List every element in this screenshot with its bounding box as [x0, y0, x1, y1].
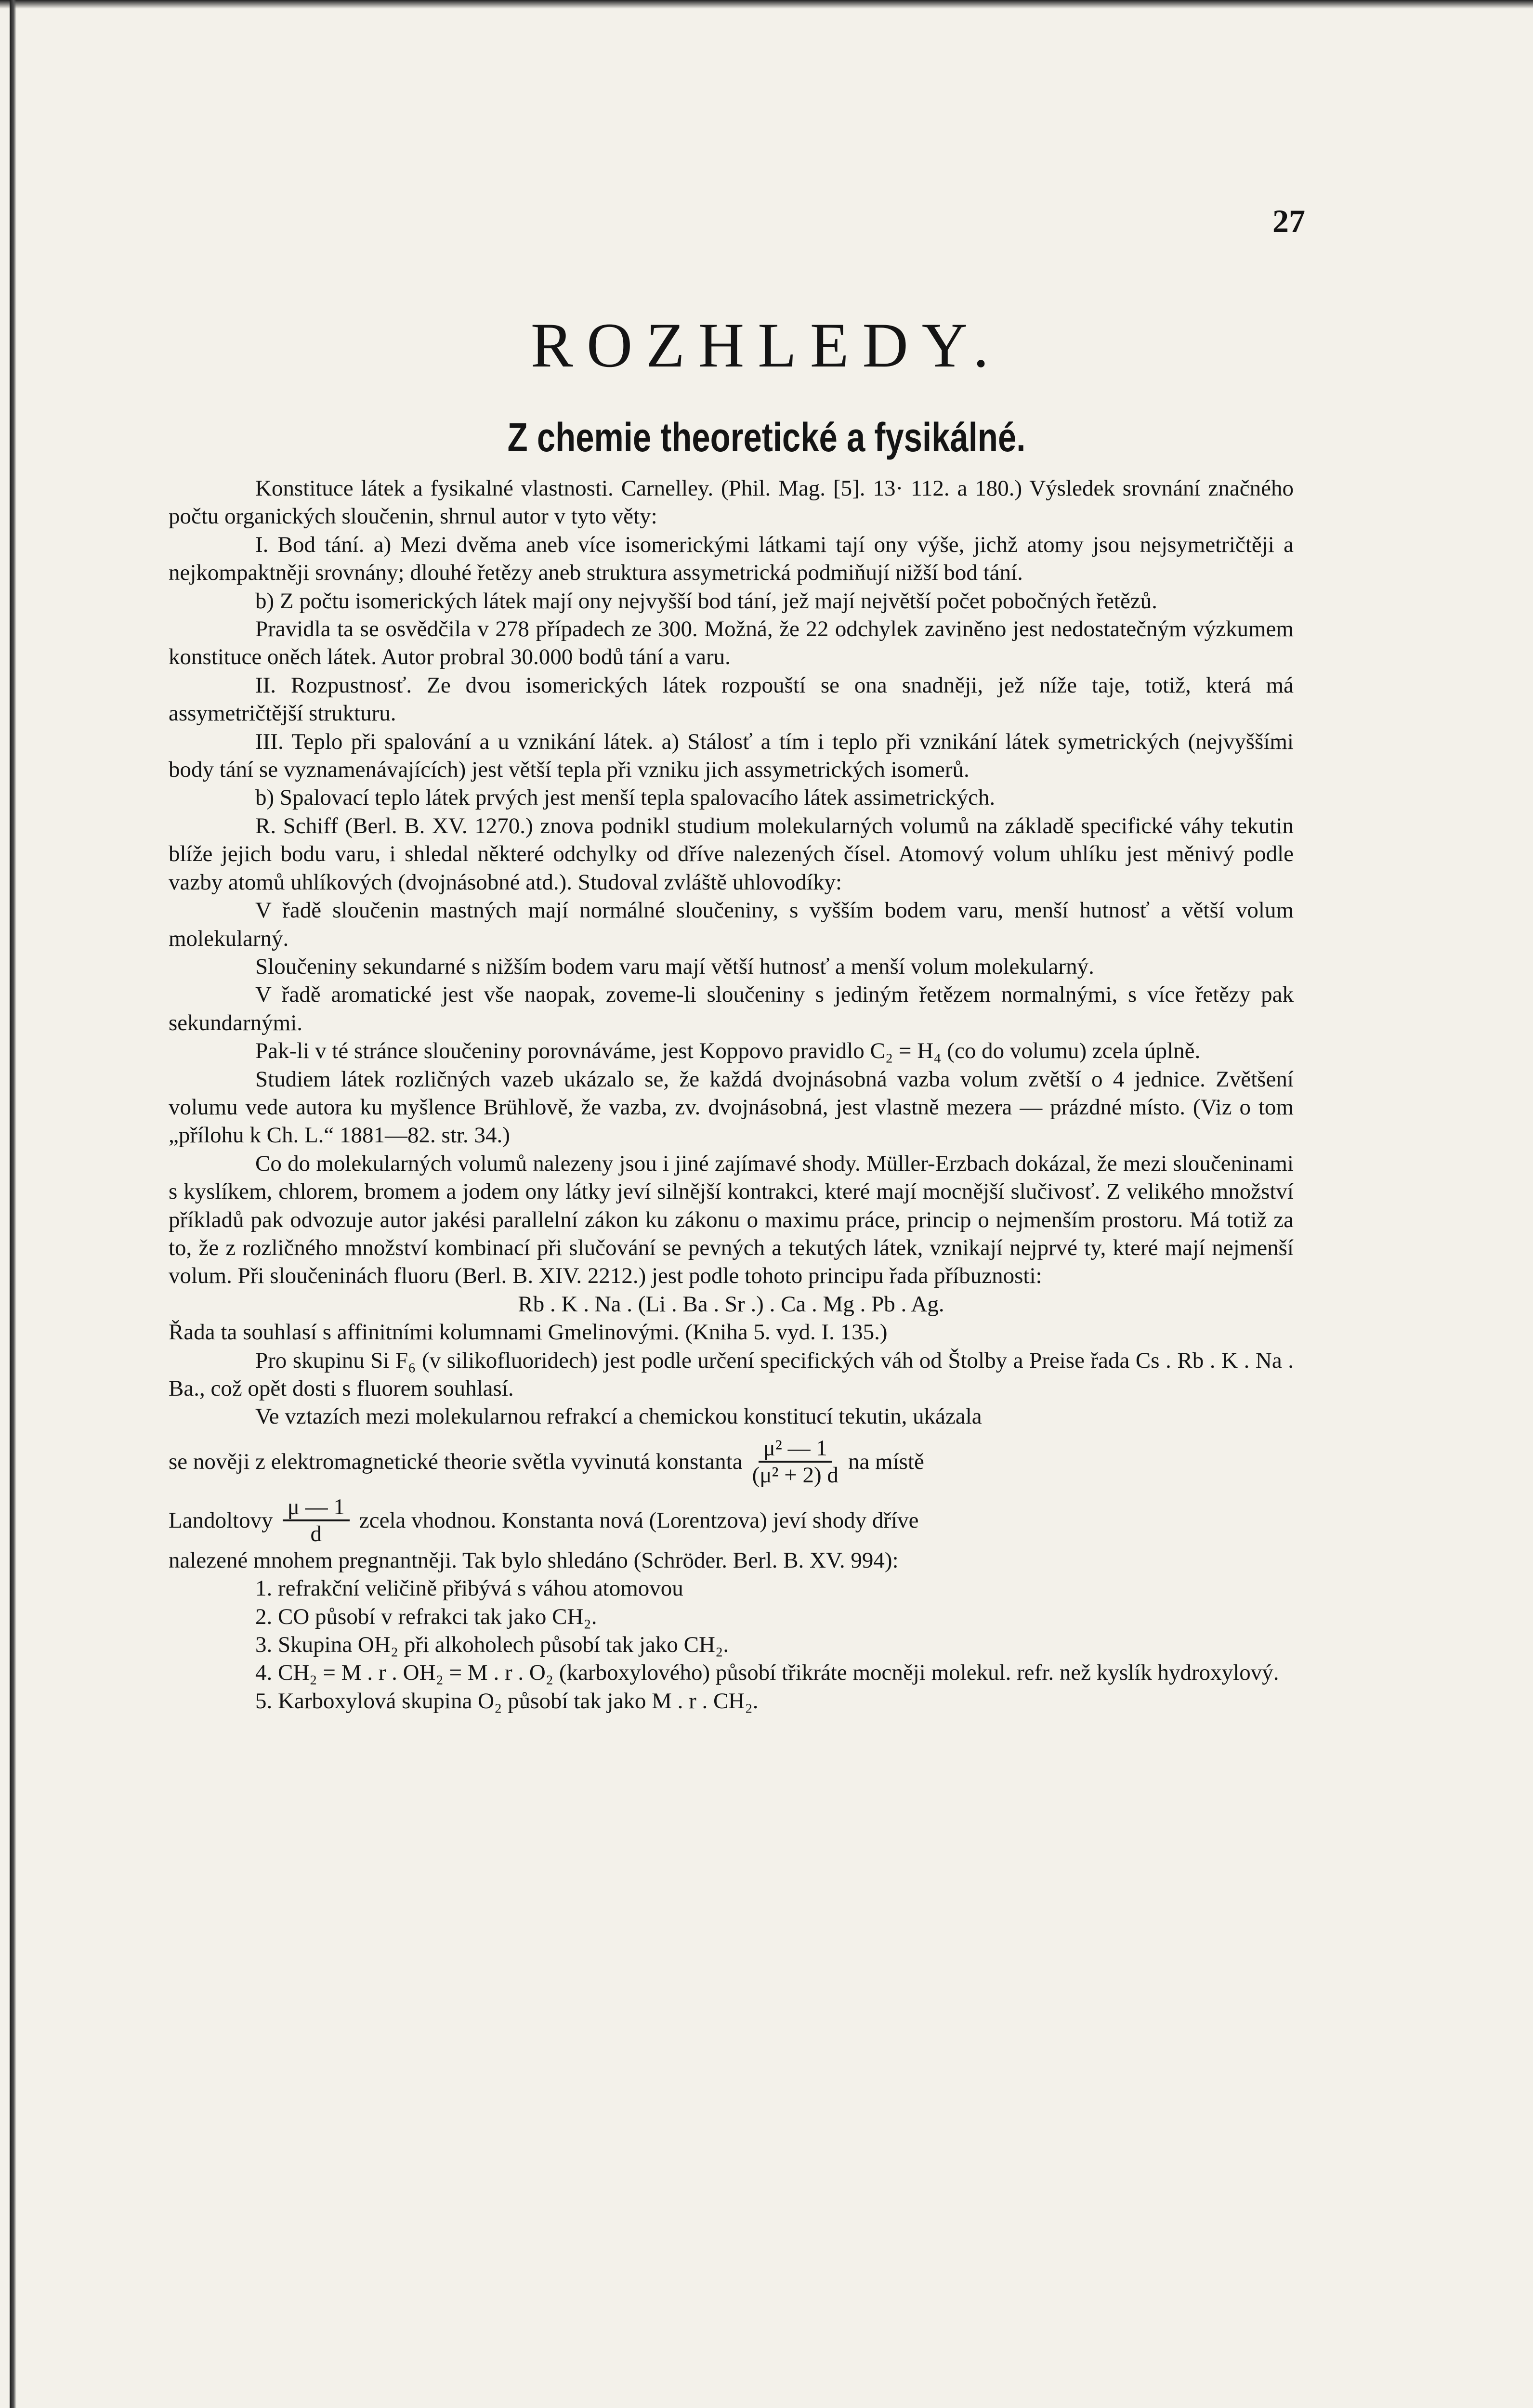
paragraph: Ve vztazích mezi molekularnou refrakcí a chemickou konstitucí tekutin, ukázala: [255, 1404, 982, 1429]
page-top-edge: [0, 0, 1533, 9]
paragraph: Studiem látek rozličných vazeb ukázalo se, že každá dvojnásobná vazba volum zvětší o 4 jednice. Zvětšení volumu vede autora ku myšlence Brühlově, že vazba, zv. dvojnásobná, jest vlastně mezera — prázdné místo. (Viz o tom „přílohu k Ch. L.“ 1881—82. str. 34.): [169, 1066, 1294, 1148]
fraction-denominator: (μ² + 2) d: [752, 1462, 839, 1488]
landolt-fraction: [283, 1494, 350, 1546]
formula-text: Landoltovy: [169, 1507, 273, 1533]
paragraph: Řada ta souhlasí s affinitními kolumnami Gmelinovými. (Kniha 5. vyd. I. 135.): [169, 1320, 888, 1345]
list-item: 3. Skupina OH₂ při alkoholech působí tak jako CH₂.: [255, 1632, 729, 1658]
list-item: 5. Karboxylová skupina O₂ působí tak jako M . r . CH₂.: [255, 1688, 759, 1714]
section-heading: Z chemie theoretické a fysikálné.: [507, 415, 1026, 460]
list-item: 4. CH₂ = M . r . OH₂ = M . r . O₂ (karboxylového) působí třikráte mocněji molekul. refr. než kyslík hydroxylový.: [255, 1660, 1279, 1686]
fraction-denominator: d: [310, 1521, 322, 1546]
fraction-numerator: μ² — 1: [759, 1436, 832, 1463]
article-body: [169, 474, 1294, 1715]
paragraph: Konstituce látek a fysikalné vlastnosti. Carnelley. (Phil. Mag. [5]. 13· 112. a 180.) Výsledek srovnání značného počtu organických sloučenin, shrnul autor v tyto věty:: [169, 476, 1294, 529]
paragraph: II. Rozpustnosť. Ze dvou isomerických látek rozpouští se ona snadněji, jež níže taje, totiž, která má assymetričtější strukturu.: [169, 672, 1294, 726]
paragraph: V řadě aromatické jest vše naopak, zoveme-li sloučeniny s jediným řetězem normalnými, s více řetězy pak sekundarnými.: [169, 982, 1294, 1035]
paragraph: V řadě sloučenin mastných mají normálné sloučeniny, s vyšším bodem varu, menší hutnosť a větší volum molekularný.: [169, 898, 1294, 951]
list-item: 1. refrakční veličině přibývá s váhou atomovou: [255, 1576, 683, 1601]
paragraph: III. Teplo při spalování a u vznikání látek. a) Stálosť a tím i teplo při vznikání látek symetrických (nejvyššími body tání se vyznamenávajících) jest větší tepla při vzniku jich assymetrických isomerů.: [169, 729, 1294, 783]
formula-line-lorentz: [169, 1436, 1294, 1488]
formula-line-landolt: [169, 1494, 1294, 1546]
affinity-series: Rb . K . Na . (Li . Ba . Sr .) . Ca . Mg . Pb . Ag.: [518, 1291, 944, 1317]
formula-text: se nověji z elektromagnetické theorie světla vyvinutá konstanta: [169, 1449, 743, 1474]
lorentz-fraction: [752, 1436, 839, 1488]
paragraph: Pravidla ta se osvědčila v 278 případech ze 300. Možná, že 22 odchylek zaviněno jest nedostatečným výzkumem konstituce oněch látek. Autor probral 30.000 bodů tání a varu.: [169, 616, 1294, 670]
paragraph: Pak-li v té stránce sloučeniny porovnáváme, jest Koppovo pravidlo C₂ = H₄ (co do volumu) zcela úplně.: [255, 1038, 1201, 1064]
paragraph: Pro skupinu Si F₆ (v silikofluoridech) jest podle určení specifických váh od Štolby a Preise řada Cs . Rb . K . Na . Ba., což opět dosti s fluorem souhlasí.: [169, 1348, 1294, 1401]
list-item: 2. CO působí v refrakci tak jako CH₂.: [255, 1604, 597, 1629]
paragraph: b) Z počtu isomerických látek mají ony nejvyšší bod tání, jež mají největší počet pobočných řetězů.: [255, 588, 1157, 614]
page-number: 27: [1272, 203, 1305, 239]
paragraph: b) Spalovací teplo látek prvých jest menší tepla spalovacího látek assimetrických.: [255, 785, 996, 811]
page-title: ROZHLEDY.: [530, 310, 1003, 380]
fraction-numerator: μ — 1: [283, 1494, 350, 1521]
paragraph: Sloučeniny sekundarné s nižším bodem varu mají větší hutnosť a menší volum molekularný.: [255, 954, 1094, 979]
formula-text: zcela vhodnou. Konstanta nová (Lorentzova) jeví shody dříve: [359, 1507, 919, 1533]
paragraph: nalezené mnohem pregnantněji. Tak bylo shledáno (Schröder. Berl. B. XV. 994):: [169, 1547, 899, 1573]
paragraph: I. Bod tání. a) Mezi dvěma aneb více isomerickými látkami tají ony výše, jichž atomy jsou nejsymetričtěji a nejkompaktněji srovnány; dlouhé řetězy aneb struktura assymetrická podmiňují nižší bod tání.: [169, 532, 1294, 586]
paragraph: Co do molekularných volumů nalezeny jsou i jiné zajímavé shody. Müller-Erzbach dokázal, že mezi sloučeninami s kyslíkem, chlorem, bromem a jodem ony látky jeví silnější kontrakci, které mají mocnější slučivosť. Z velikého množství příkladů pak odvozuje autor jakési parallelní zákon ku zákonu o maximu práce, princip o nejmenším prostoru. Má totiž za to, že z rozličného množství kombinací při slučování se pevných a tekutých látek, vznikají nejprvé ty, které mají nejmenší volum. Při sloučeninách fluoru (Berl. B. XIV. 2212.) jest podle tohoto principu řada příbuznosti:: [169, 1151, 1294, 1289]
formula-text: na místě: [848, 1449, 924, 1474]
paragraph: R. Schiff (Berl. B. XV. 1270.) znova podnikl studium molekularných volumů na základě specifické váhy tekutin blíže jejich bodu varu, i shledal některé odchylky od dříve nalezených čísel. Atomový volum uhlíku jest měnivý podle vazby atomů uhlíkových (dvojnásobné atd.). Studoval zvláště uhlovodíky:: [169, 813, 1294, 895]
